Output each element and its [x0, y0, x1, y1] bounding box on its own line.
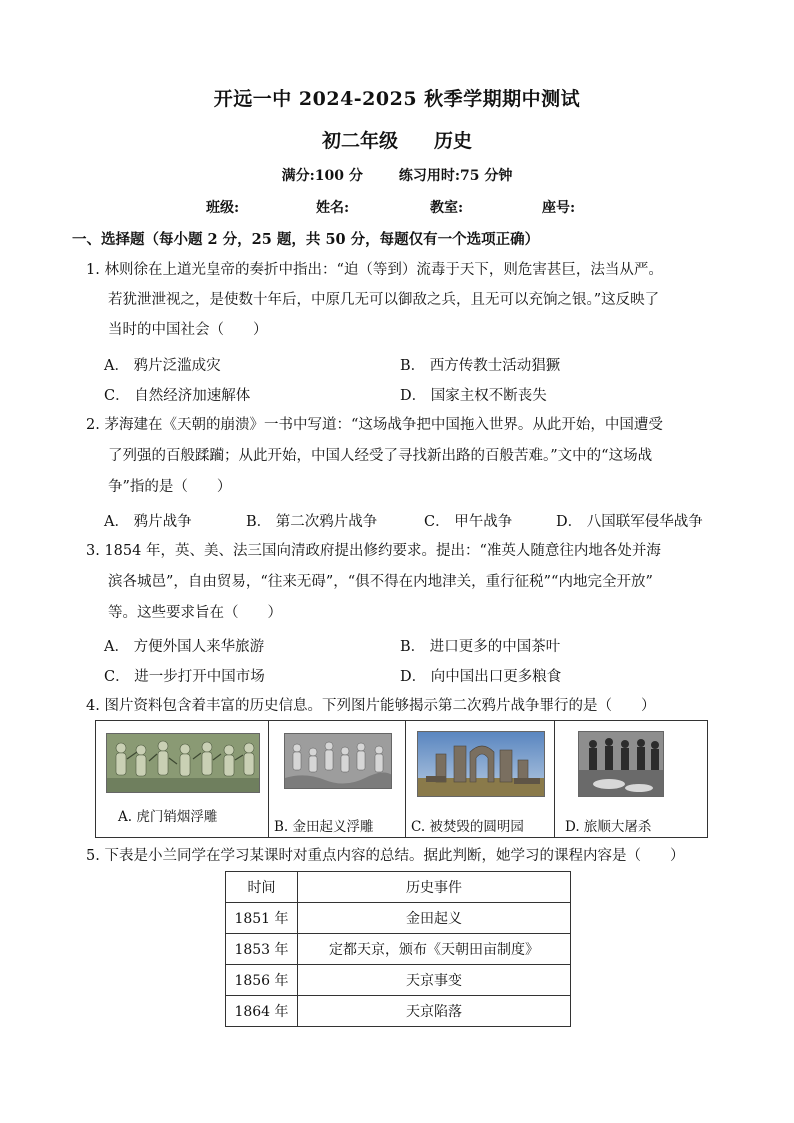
- table-row: [226, 996, 571, 1027]
- table-cell-year: 1864 年: [226, 996, 298, 1027]
- q1-option-a: A． 鸦片泛滥成灾: [104, 358, 221, 374]
- q1-option-b: B． 西方传教士活动猖獗: [400, 358, 561, 374]
- exam-meta: [0, 165, 794, 185]
- seat-field-label: 座号:: [542, 200, 576, 216]
- q2-line1: 2. 茅海建在《天朝的崩溃》一书中写道：“这场战争把中国拖入世界。从此开始，中国遭受: [86, 417, 663, 433]
- table-header-row: [226, 872, 571, 903]
- table-cell-event: 定都天京，颁布《天朝田亩制度》: [298, 934, 571, 965]
- name-field-label: 姓名:: [316, 200, 350, 216]
- table-cell-year: 1851 年: [226, 903, 298, 934]
- q1-option-d: D． 国家主权不断丧失: [400, 388, 547, 404]
- q2-option-a: A． 鸦片战争: [104, 514, 192, 530]
- q2-line3: 争”指的是（ ）: [108, 479, 232, 495]
- q2-option-c: C． 甲午战争: [424, 514, 513, 530]
- exam-title: 开远一中 2024-2025 秋季学期期中测试: [213, 88, 581, 110]
- q1-option-c: C． 自然经济加速解体: [104, 388, 251, 404]
- q4-caption-c: C. 被焚毁的圆明园: [411, 819, 524, 835]
- q2-option-b: B． 第二次鸦片战争: [246, 514, 378, 530]
- table-row: [226, 934, 571, 965]
- grade-label: 初二年级: [321, 130, 398, 152]
- q3-option-b: B． 进口更多的中国茶叶: [400, 639, 561, 655]
- q2-option-d: D． 八国联军侵华战争: [556, 514, 703, 530]
- grade-subject: [0, 126, 794, 153]
- table-cell-year: 1853 年: [226, 934, 298, 965]
- table-row: [226, 965, 571, 996]
- relief-icon: [284, 733, 392, 789]
- q2-line2: 了列强的百般蹂躏；从此开始，中国人经受了寻找新出路的百般苦难。”文中的“这场战: [108, 448, 653, 464]
- q1-line2: 若犹泄泄视之，是使数十年后，中原几无可以御敌之兵，且无可以充饷之银。”这反映了: [108, 292, 660, 308]
- q3-line2: 滨各城邑”，自由贸易，“往来无碍”，“俱不得在内地津关，重行征税”“内地完全开放”: [108, 574, 653, 590]
- class-field-label: 班级:: [206, 200, 240, 216]
- room-field-label: 教室:: [430, 200, 464, 216]
- q4-picture-grid: [95, 720, 708, 838]
- table-cell-event: 金田起义: [298, 903, 571, 934]
- full-score: 满分:100 分: [281, 168, 363, 184]
- q4-caption-b: B. 金田起义浮雕: [274, 819, 374, 835]
- q3-line1: 3. 1854 年，英、美、法三国向清政府提出修约要求。提出：“准英人随意往内地各处并海: [86, 543, 661, 559]
- relief-icon: [106, 733, 260, 793]
- q3-option-c: C． 进一步打开中国市场: [104, 669, 265, 685]
- q5-line1: 5. 下表是小兰同学在学习某课时对重点内容的总结。据此判断，她学习的课程内容是（ ）: [86, 848, 685, 864]
- section-heading: 一、选择题（每小题 2 分，25 题，共 50 分，每题仅有一个选项正确）: [72, 231, 540, 248]
- q4-caption-d: D. 旅顺大屠杀: [565, 819, 652, 835]
- history-table: [225, 871, 571, 1027]
- table-cell-year: 1856 年: [226, 965, 298, 996]
- table-row: [226, 903, 571, 934]
- subject-label: 历史: [434, 130, 473, 152]
- table-header-cell: 时间: [226, 872, 298, 903]
- q4-line1: 4. 图片资料包含着丰富的历史信息。下列图片能够揭示第二次鸦片战争罪行的是（ ）: [86, 698, 656, 714]
- q3-option-d: D． 向中国出口更多粮食: [400, 669, 562, 685]
- ruins-photo-icon: [417, 731, 545, 797]
- massacre-photo-icon: [578, 731, 664, 797]
- table-header-cell: 历史事件: [298, 872, 571, 903]
- q1-line3: 当时的中国社会（ ）: [108, 322, 268, 338]
- q3-option-a: A． 方便外国人来华旅游: [104, 639, 265, 655]
- q4-caption-a: A. 虎门销烟浮雕: [118, 809, 218, 825]
- table-cell-event: 天京陷落: [298, 996, 571, 1027]
- q3-line3: 等。这些要求旨在（ ）: [108, 605, 282, 621]
- q1-line1: 1. 林则徐在上道光皇帝的奏折中指出：“迫（等到）流毒于天下，则危害甚巨，法当从严。: [86, 262, 663, 278]
- time-limit: 练习用时:75 分钟: [398, 168, 513, 184]
- table-cell-event: 天京事变: [298, 965, 571, 996]
